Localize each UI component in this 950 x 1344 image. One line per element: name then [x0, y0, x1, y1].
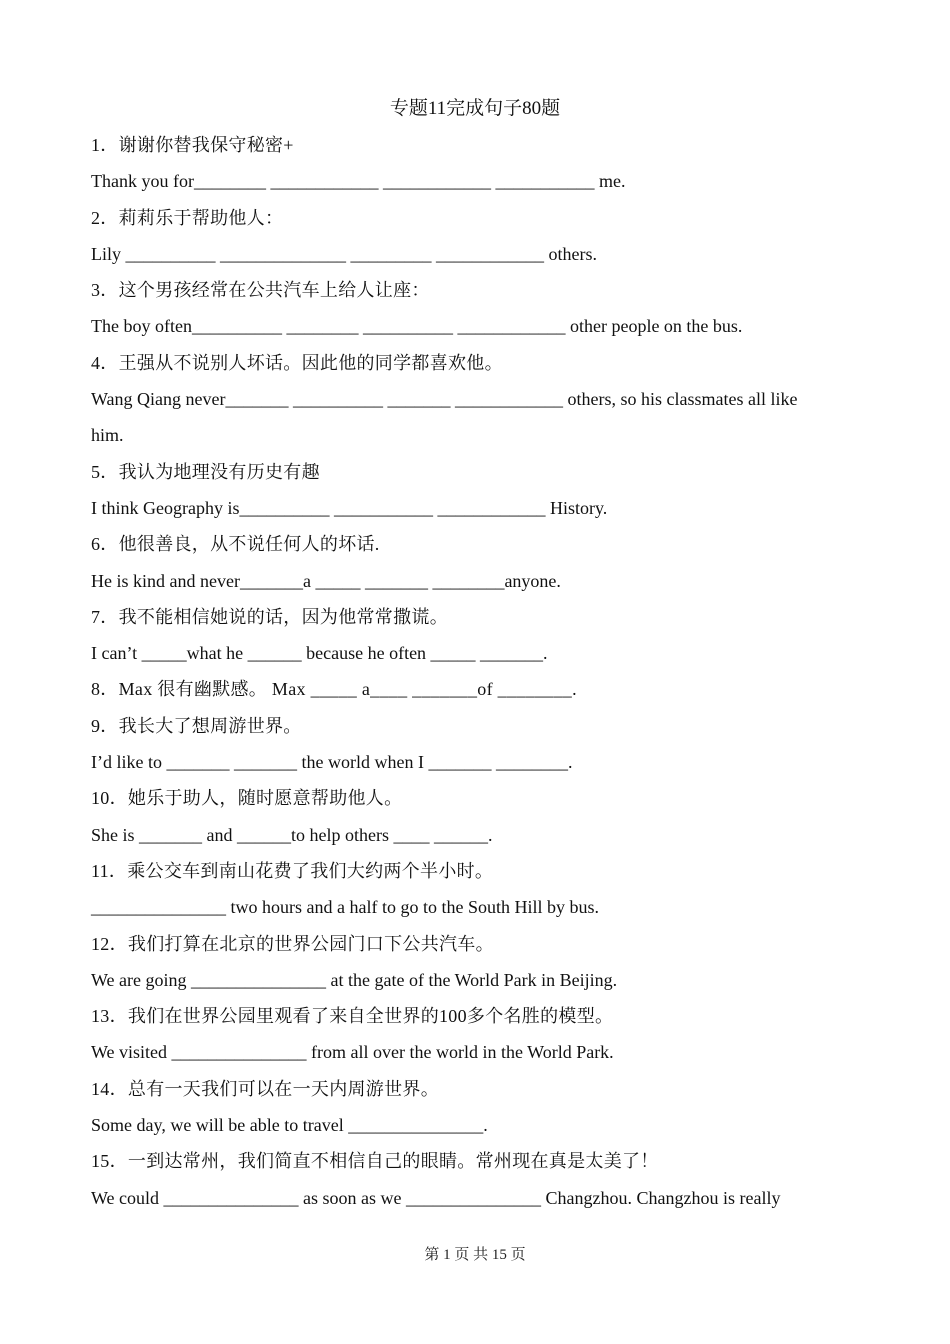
question-13-prompt: 13．我们在世界公园里观看了来自全世界的100多个名胜的模型。 — [91, 1006, 614, 1027]
page-footer: 第 1 页 共 15 页 — [424, 1247, 526, 1263]
question-5-prompt: 5．我认为地理没有历史有趣 — [91, 461, 320, 482]
question-14-prompt: 14．总有一天我们可以在一天内周游世界。 — [91, 1078, 439, 1099]
question-6-prompt: 6．他很善良，从不说任何人的坏话. — [91, 534, 380, 555]
question-10-answer-line: She is _______ and ______to help others ____ ______. — [91, 824, 493, 845]
question-9-answer-line: I’d like to _______ _______ the world when I _______ ________. — [91, 752, 573, 773]
question-2-answer-line: Lily __________ ______________ _________ ____________ others. — [91, 243, 597, 264]
question-3-answer-line: The boy often__________ ________ __________ ____________ other people on the bus. — [91, 316, 743, 337]
question-14-answer-line: Some day, we will be able to travel _______________. — [91, 1115, 488, 1136]
question-5-answer-line: I think Geography is__________ ___________ ____________ History. — [91, 497, 608, 518]
question-15-prompt: 15．一到达常州，我们简直不相信自己的眼睛。常州现在真是太美了！ — [91, 1151, 659, 1172]
question-6-answer-line: He is kind and never_______a _____ _______ ________anyone. — [91, 570, 561, 591]
question-4-prompt: 4．王强从不说别人坏话。因此他的同学都喜欢他。 — [91, 352, 503, 373]
question-12-answer-line: We are going _______________ at the gate of the World Park in Beijing. — [91, 969, 618, 990]
question-2-prompt: 2．莉莉乐于帮助他人： — [91, 207, 284, 228]
question-1-answer-line: Thank you for________ ____________ ____________ ___________ me. — [91, 171, 626, 192]
question-1-prompt: 1．谢谢你替我保守秘密+ — [91, 135, 294, 155]
question-4-answer-line: Wang Qiang never_______ __________ _______ ____________ others, so his classmates all like — [91, 389, 798, 410]
question-11-answer-line: _______________ two hours and a half to go to the South Hill by bus. — [91, 897, 599, 918]
question-4-answer-line-continued: him. — [91, 425, 124, 446]
question-12-prompt: 12．我们打算在北京的世界公园门口下公共汽车。 — [91, 933, 494, 954]
question-8-prompt-and-answer: 8．Max 很有幽默感。 Max _____ a____ _______of ________. — [91, 679, 577, 700]
page-title: 专题11完成句子80题 — [389, 98, 561, 119]
question-15-answer-line: We could _______________ as soon as we _______________ Changzhou. Changzhou is really — [91, 1187, 781, 1208]
question-9-prompt: 9．我长大了想周游世界。 — [91, 715, 302, 736]
question-7-prompt: 7．我不能相信她说的话，因为他常常撒谎。 — [91, 606, 448, 627]
exercise-list — [91, 127, 861, 1216]
question-3-prompt: 3．这个男孩经常在公共汽车上给人让座： — [91, 280, 430, 301]
question-10-prompt: 10．她乐于助人，随时愿意帮助他人。 — [91, 788, 403, 809]
question-13-answer-line: We visited _______________ from all over the world in the World Park. — [91, 1042, 614, 1063]
question-11-prompt: 11．乘公交车到南山花费了我们大约两个半小时。 — [91, 860, 494, 881]
question-7-answer-line: I can’t _____what he ______ because he often _____ _______. — [91, 643, 548, 664]
